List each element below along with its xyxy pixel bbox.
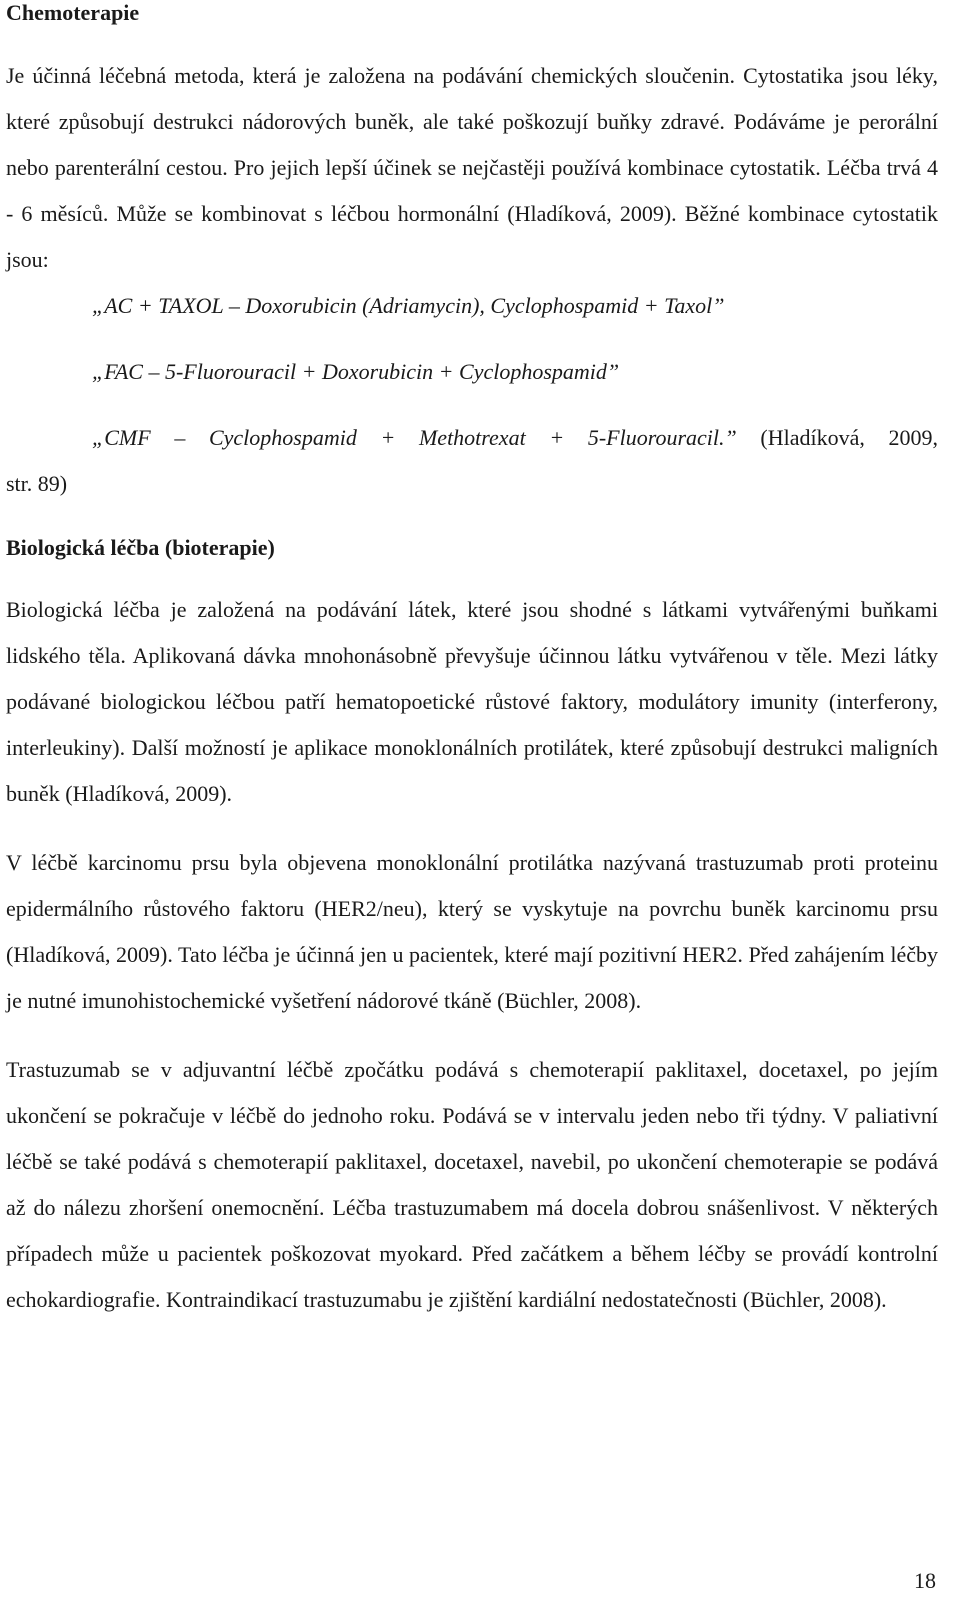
paragraph-biologicka-lecba-1: Biologická léčba je založená na podávání látek, které jsou shodné s látkami vytvářenými buňkami lidského těla. Aplikovaná dávka mnohonásobně převyšuje účinnou látku vytvářenou v těle. Mezi látky podávané biologickou léčbou patří hematopoetické růstové faktory, modulátory imunity (interferony, interleukiny). Další možností je aplikace monoklonálních protilátek, které způsobují destrukci maligních buněk (Hladíková, 2009). — [6, 597, 938, 806]
paragraph-biologicka-lecba-3: Trastuzumab se v adjuvantní léčbě zpočátku podává s chemoterapií paklitaxel, docetaxel, po jejím ukončení se pokračuje v léčbě do jednoho roku. Podává se v intervalu jeden nebo tři týdny. V paliativní léčbě se také podává s chemoterapií paklitaxel, docetaxel, navebil, po ukončení chemoterapie se podává až do nálezu zhoršení onemocnění. Léčba trastuzumabem má docela dobrou snášenlivost. V některých případech může u pacientek poškozovat myokard. Před začátkem a během léčby se provádí kontrolní echokardiografie. Kontraindikací trastuzumabu je zjištění kardiální nedostatečnosti (Büchler, 2008). — [6, 1057, 938, 1312]
section-heading-biologicka-lecba: Biologická léčba (bioterapie) — [6, 535, 275, 560]
paragraph-chemoterapie — [6, 53, 938, 283]
page-number: 18 — [914, 1568, 936, 1593]
section-heading-chemoterapie: Chemoterapie — [6, 0, 140, 25]
combination-cmf-line — [6, 415, 938, 461]
combination-cmf: „CMF – Cyclophospamid + Methotrexat + 5-Fluorouracil.” — [92, 425, 737, 450]
paragraph-biologicka-lecba-2: V léčbě karcinomu prsu byla objevena monoklonální protilátka nazývaná trastuzumab proti proteinu epidermálního růstového faktoru (HER2/neu), který se vyskytuje na povrchu buněk karcinomu prsu (Hladíková, 2009). Tato léčba je účinná jen u pacientek, které mají pozitivní HER2. Před zahájením léčby je nutné imunohistochemické vyšetření nádorové tkáně (Büchler, 2008). — [6, 850, 938, 1013]
combination-list — [6, 283, 938, 507]
paragraph-text: Je účinná léčebná metoda, která je založena na podávání chemických sloučenin. Cytostatika jsou léky, které způsobují destrukci nádorových buněk, ale také poškozují buňky zdravé. Podáváme je perorální nebo parenterální cestou. Pro jejich lepší účinek se nejčastěji používá kombinace cytostatik. Léčba trvá 4 - 6 měsíců. Může se kombinovat s léčbou hormonální (Hladíková, 2009). Běžné kombinace cytostatik jsou: — [6, 63, 938, 272]
citation-page: str. 89) — [6, 471, 68, 496]
citation: (Hladíková, 2009, — [736, 425, 938, 450]
combination-ac-taxol: „AC + TAXOL – Doxorubicin (Adriamycin), Cyclophospamid + Taxol” — [92, 293, 725, 318]
document-page — [6, 0, 938, 1323]
combination-fac: „FAC – 5-Fluorouracil + Doxorubicin + Cyclophospamid” — [92, 359, 620, 384]
